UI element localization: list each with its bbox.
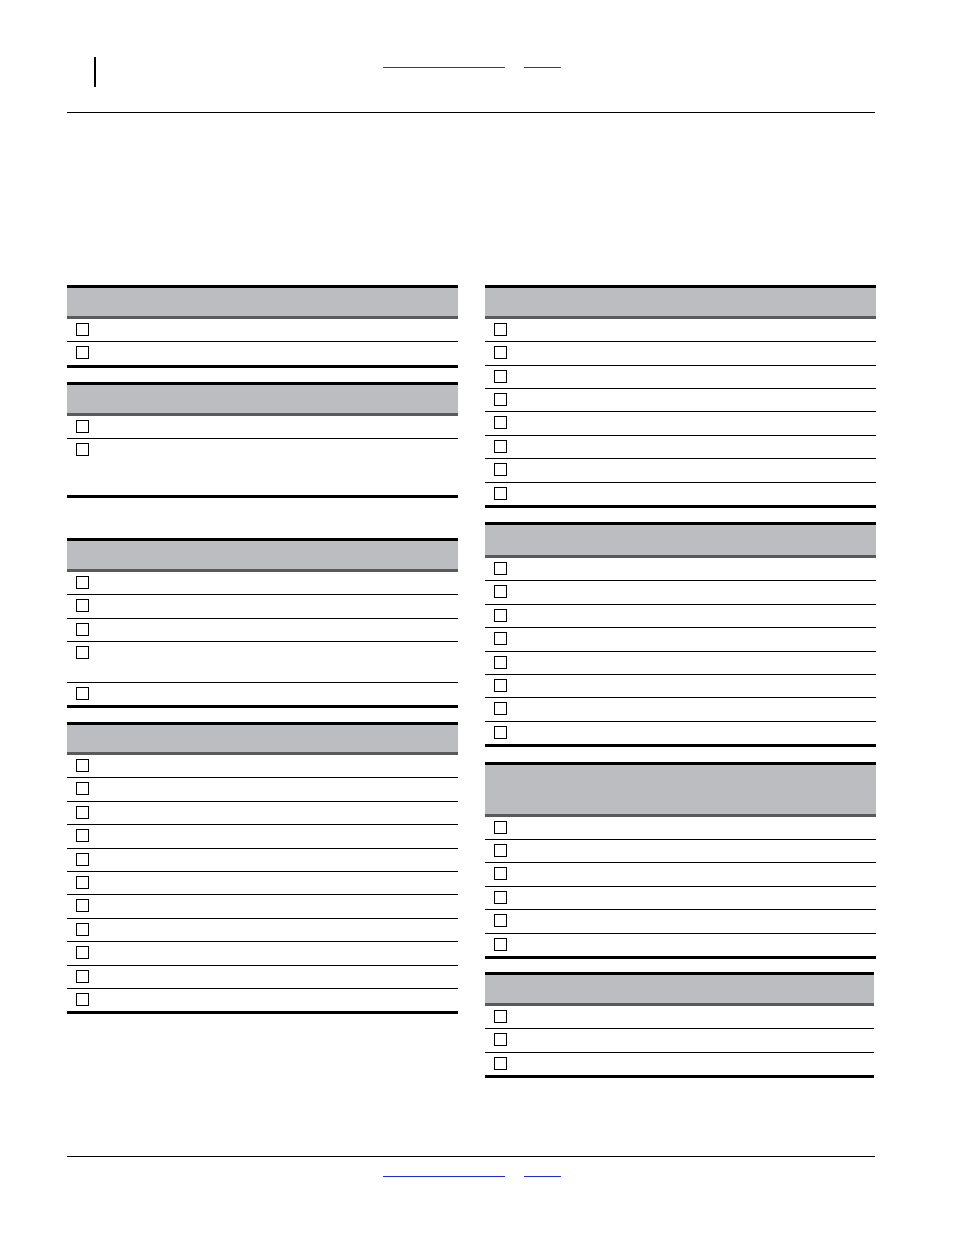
footer-link-2[interactable]: [524, 1176, 561, 1177]
table-row: [485, 863, 876, 887]
checklist-table: [485, 522, 876, 747]
table-header: [485, 522, 876, 558]
checklist-table: [67, 285, 458, 368]
checkbox[interactable]: [494, 702, 507, 715]
checkbox[interactable]: [76, 599, 89, 612]
checkbox[interactable]: [76, 443, 89, 456]
table-row: [67, 802, 458, 825]
table-row: [67, 919, 458, 942]
checkbox[interactable]: [494, 323, 507, 336]
checkbox[interactable]: [494, 632, 507, 645]
table-row: [67, 683, 458, 705]
checkbox[interactable]: [494, 487, 507, 500]
checkbox[interactable]: [494, 393, 507, 406]
table-row: [485, 459, 876, 483]
checkbox[interactable]: [494, 914, 507, 927]
checkbox[interactable]: [494, 562, 507, 575]
table-row: [67, 942, 458, 966]
table-row: [67, 825, 458, 849]
table-row: [485, 817, 876, 840]
checkbox[interactable]: [494, 679, 507, 692]
checklist-table: [67, 722, 458, 1014]
checkbox[interactable]: [494, 440, 507, 453]
checkbox[interactable]: [494, 416, 507, 429]
header-margin-bar: [94, 57, 96, 87]
checkbox[interactable]: [494, 585, 507, 598]
checkbox[interactable]: [494, 463, 507, 476]
table-row: [485, 389, 876, 412]
checkbox[interactable]: [76, 876, 89, 889]
checkbox[interactable]: [76, 923, 89, 936]
table-row: [67, 755, 458, 778]
table-row: [67, 619, 458, 642]
table-row: [485, 1006, 874, 1029]
table-row: [67, 989, 458, 1011]
checkbox[interactable]: [76, 346, 89, 359]
table-row: [485, 698, 876, 722]
table-row: [485, 412, 876, 436]
table-row: [485, 722, 876, 744]
table-row: [485, 887, 876, 910]
table-row: [485, 1053, 874, 1075]
table-row: [485, 605, 876, 628]
header-rule: [67, 112, 875, 113]
table-header: [67, 538, 458, 572]
checkbox[interactable]: [494, 346, 507, 359]
table-row: [485, 558, 876, 581]
table-row: [485, 436, 876, 459]
table-row: [67, 966, 458, 989]
checkbox[interactable]: [494, 656, 507, 669]
checkbox[interactable]: [76, 829, 89, 842]
table-header: [67, 382, 458, 416]
checkbox[interactable]: [76, 576, 89, 589]
table-row: [485, 840, 876, 863]
table-row: [485, 366, 876, 389]
footer-rule: [67, 1156, 875, 1157]
table-row: [485, 675, 876, 698]
checklist-table: [67, 538, 458, 708]
checkbox[interactable]: [76, 899, 89, 912]
table-header: [485, 762, 876, 817]
checkbox[interactable]: [76, 853, 89, 866]
table-header: [485, 285, 876, 319]
checklist-table: [485, 285, 876, 508]
checkbox[interactable]: [494, 844, 507, 857]
header-link-2[interactable]: [524, 67, 561, 68]
table-row: [67, 872, 458, 895]
table-row: [67, 642, 458, 683]
table-row: [485, 910, 876, 934]
checkbox[interactable]: [76, 646, 89, 659]
checkbox[interactable]: [76, 759, 89, 772]
checkbox[interactable]: [494, 867, 507, 880]
checklist-table: [485, 972, 874, 1078]
checkbox[interactable]: [76, 323, 89, 336]
checkbox[interactable]: [76, 687, 89, 700]
table-row: [485, 1029, 874, 1053]
checkbox[interactable]: [494, 891, 507, 904]
table-header: [67, 722, 458, 755]
checkbox[interactable]: [494, 1057, 507, 1070]
table-row: [485, 483, 876, 505]
checkbox[interactable]: [494, 609, 507, 622]
checklist-table: [485, 762, 876, 959]
table-row: [485, 581, 876, 605]
checkbox[interactable]: [76, 782, 89, 795]
table-row: [485, 342, 876, 366]
table-row: [67, 342, 458, 365]
checkbox[interactable]: [494, 1010, 507, 1023]
checkbox[interactable]: [494, 938, 507, 951]
table-row: [485, 319, 876, 342]
checkbox[interactable]: [76, 993, 89, 1006]
checkbox[interactable]: [76, 420, 89, 433]
table-row: [67, 439, 458, 495]
table-header: [67, 285, 458, 319]
header-link-1[interactable]: [383, 67, 505, 68]
table-row: [67, 416, 458, 439]
checkbox[interactable]: [494, 726, 507, 739]
checkbox[interactable]: [76, 946, 89, 959]
table-row: [67, 572, 458, 595]
checkbox[interactable]: [494, 370, 507, 383]
table-row: [67, 849, 458, 872]
table-row: [67, 895, 458, 919]
table-row: [485, 934, 876, 956]
table-row: [67, 778, 458, 802]
checklist-table: [67, 382, 458, 498]
table-row: [67, 319, 458, 342]
checkbox[interactable]: [76, 806, 89, 819]
table-row: [485, 652, 876, 675]
table-row: [485, 628, 876, 652]
checkbox[interactable]: [76, 970, 89, 983]
checkbox[interactable]: [76, 623, 89, 636]
table-header: [485, 972, 874, 1006]
checkbox[interactable]: [494, 1033, 507, 1046]
table-row: [67, 595, 458, 619]
footer-link-1[interactable]: [383, 1176, 505, 1177]
checkbox[interactable]: [494, 821, 507, 834]
